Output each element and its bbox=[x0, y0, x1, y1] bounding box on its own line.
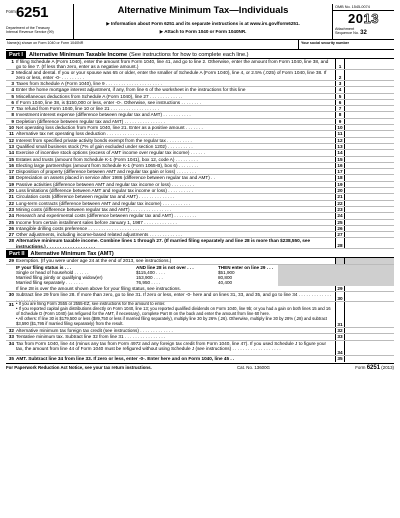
part1-subtitle: (See instructions for how to complete each line.) bbox=[129, 51, 249, 58]
line-box: 19 bbox=[335, 182, 344, 187]
exm-amount: 80,800 bbox=[218, 275, 233, 281]
line-35-amount[interactable] bbox=[344, 356, 394, 361]
attachment-label: Attachment bbox=[335, 27, 355, 31]
line-box: 34 bbox=[335, 341, 344, 356]
line-box: 22 bbox=[335, 201, 344, 206]
line-text: Medical and dental. If you or your spouse was 65 or older, enter the smaller of Schedule A (Form 1040), line 4, or 2.5% (.025) of Form 1040, line 38. If zero or less, enter -0- . . . . . . . . . bbox=[16, 70, 327, 80]
exemption-table-rows bbox=[6, 270, 394, 286]
line-number: 29 bbox=[8, 258, 14, 264]
line-number: 7 bbox=[11, 106, 14, 112]
line-number: 17 bbox=[8, 169, 14, 175]
form-number: 6251 bbox=[16, 4, 49, 21]
part1-lines bbox=[6, 59, 394, 249]
line-20-amount[interactable] bbox=[344, 188, 394, 193]
line-box: 20 bbox=[335, 188, 344, 193]
form-6251-page bbox=[6, 4, 394, 516]
line-1-row bbox=[6, 59, 394, 70]
line-number: 35 bbox=[8, 356, 14, 362]
line-text: Passive activities (difference between AMT and regular tax income or loss) . . . . . . . . . bbox=[16, 181, 195, 187]
line-31-amount[interactable] bbox=[344, 302, 394, 327]
line-box: 28 bbox=[335, 238, 344, 248]
line-text: Taxes from Schedule A (Form 1040), line 9 . . . . . . . . . . . . . . . . . . . . . . bbox=[16, 81, 162, 86]
line-box: 4 bbox=[335, 87, 344, 92]
line-31-text bbox=[16, 302, 335, 327]
line-box: 12 bbox=[335, 138, 344, 143]
line-31-bullet-1: • If you are filing Form 2555 or 2555-EZ, see instructions for the amount to enter. bbox=[16, 302, 166, 307]
exm-limit: 76,950 . . . . bbox=[136, 280, 161, 286]
attachment-sequence bbox=[333, 27, 394, 36]
line-number: 33 bbox=[8, 334, 14, 340]
line-3-amount[interactable] bbox=[344, 81, 394, 86]
exm-status: Married filing separately . . . . . . . bbox=[16, 280, 83, 286]
line-box: 13 bbox=[335, 144, 344, 149]
line-5-amount[interactable] bbox=[344, 94, 394, 99]
line-box: 8 bbox=[335, 112, 344, 117]
line-box: 32 bbox=[335, 328, 344, 333]
line-30-row bbox=[6, 292, 394, 303]
line-number: 6 bbox=[11, 99, 14, 105]
line-31-bullet-2: • If you reported capital gain distributions directly on Form 1040, line 13; you reported qualified dividends on Form 1040, line 9b; or you had a gain on both lines 15 and 16 of Schedule D (Form 1040) (as refigured for the AMT, if necessary), complete Part III on the back and enter the amount from line 60 here. bbox=[16, 306, 331, 317]
line-text: Depreciation on assets placed in service after 1986 (difference between regular tax and AMT) . . bbox=[16, 175, 215, 181]
line-text: Exemption. (If you were under age 24 at the end of 2013, see instructions.) bbox=[16, 258, 172, 264]
line-number: 14 bbox=[8, 150, 14, 156]
line-26-amount[interactable] bbox=[344, 226, 394, 231]
line-8-amount[interactable] bbox=[344, 112, 394, 117]
line-box: 2 bbox=[335, 70, 344, 80]
line-box: 33 bbox=[335, 334, 344, 339]
exm-head-status: IF your filing status is . . . bbox=[16, 264, 72, 270]
line-box: 23 bbox=[335, 207, 344, 212]
line-text: Enter the home mortgage interest adjustment, if any, from line 6 of the worksheet in the instructions for this line bbox=[16, 87, 246, 93]
line-28-amount[interactable] bbox=[344, 238, 394, 248]
line-box: 25 bbox=[335, 220, 344, 225]
line-text: Exercise of incentive stock options (excess of AMT income over regular tax income) . . . . . . bbox=[16, 150, 206, 156]
line-box: 10 bbox=[335, 125, 344, 130]
line-text: Tax from Form 1040, line 44 (minus any tax from Form 4972 and any foreign tax credit from Form 1040, line 47). If you used Schedule J to figure your tax, the amount from line 44 of Form 1040 must be refigured without using Schedule J (see instructions) . . . . . . . . . . . . . . . . . . . bbox=[16, 340, 327, 351]
line-2-amount[interactable] bbox=[344, 70, 394, 80]
omb-number: OMB No. 1545-0074 bbox=[333, 4, 394, 11]
attach-line: ▶ Attach to Form 1040 or Form 1040NR. bbox=[159, 29, 247, 34]
dept-line-1: Department of the Treasury bbox=[6, 26, 50, 30]
exm-head-enter: THEN enter on line 29 . . . bbox=[218, 264, 274, 270]
line-text: Electing large partnerships (amount from Schedule K-1 (Form 1065-B), box 6) . . . . . . . . bbox=[16, 162, 199, 168]
part2-tag: Part II bbox=[6, 250, 28, 258]
form-id-block bbox=[6, 4, 74, 39]
paperwork-notice: For Paperwork Reduction Act Notice, see your tax return instructions. bbox=[6, 364, 152, 370]
line-number: 15 bbox=[8, 156, 14, 162]
line-box: 16 bbox=[335, 163, 344, 168]
exm-limit: $115,400 . . . . bbox=[136, 269, 166, 275]
form-reference: Form 6251 (2013) bbox=[355, 364, 394, 371]
line-35-row bbox=[6, 356, 394, 361]
line-text: Alternative minimum taxable income. Combine lines 1 through 27. (If married filing separately and line 28 is more than $238,550, see instructions.) . . . . . . . . . . . . . . . . . . . bbox=[16, 238, 311, 249]
line-text: Net operating loss deduction from Form 1040, line 21. Enter as a positive amount . . . . . . . bbox=[16, 125, 203, 131]
line-1-amount[interactable] bbox=[344, 59, 394, 69]
line-34-amount[interactable] bbox=[344, 341, 394, 356]
line-6-amount[interactable] bbox=[344, 100, 394, 105]
line-12-amount[interactable] bbox=[344, 138, 394, 143]
line-9-amount[interactable] bbox=[344, 119, 394, 124]
line-text: Circulation costs (difference between regular tax and AMT) . . . . . . . . . . . . . . bbox=[16, 194, 175, 200]
form-header bbox=[6, 4, 394, 40]
line-17-amount[interactable] bbox=[344, 169, 394, 174]
line-box: 3 bbox=[335, 81, 344, 86]
line-box: 21 bbox=[335, 194, 344, 199]
line-number: 16 bbox=[8, 162, 14, 168]
name-ssn-row bbox=[6, 40, 394, 50]
line-31-bullet-3: • All others: If line 30 is $179,500 or less ($89,750 or less if married filing separately), multiply line 30 by 26% (.26). Otherwise, multiply line 30 by 28% (.28) and subtract $3,590 ($1,795 if married filing separately) from the result. bbox=[16, 316, 328, 327]
line-box: 7 bbox=[335, 106, 344, 111]
omb-block bbox=[332, 4, 394, 39]
ssn-field[interactable]: Your social security number bbox=[298, 40, 394, 49]
line-box: 11 bbox=[335, 131, 344, 136]
line-box: 35 bbox=[335, 356, 344, 361]
line-box: 26 bbox=[335, 226, 344, 231]
form-title: Alternative Minimum Tax—Individuals bbox=[117, 5, 289, 16]
line-27-amount[interactable] bbox=[344, 232, 394, 237]
line-box: 29 bbox=[335, 286, 344, 291]
line-box: 18 bbox=[335, 175, 344, 180]
exemption-note: If line 28 is over the amount shown above for your filing status, see instructions. bbox=[16, 285, 181, 291]
line-text: Intangible drilling costs preference . . . . . . . . . . . . . . . . . . . . . . bbox=[16, 225, 145, 231]
line-number: 30 bbox=[8, 291, 14, 297]
line-number: 12 bbox=[8, 137, 14, 143]
part1-tag: Part I bbox=[6, 51, 26, 59]
line-text: Qualified small business stock (7% of gain excluded under section 1202) . . . . . . . . . . bbox=[16, 143, 193, 149]
line-11-amount[interactable] bbox=[344, 131, 394, 136]
line-box: 24 bbox=[335, 213, 344, 218]
line-18-amount[interactable] bbox=[344, 175, 394, 180]
line-text: Loss limitations (difference between AMT and regular tax income or loss) . . . . . . . . . . bbox=[16, 188, 193, 194]
line-text: Mining costs (difference between regular tax and AMT) . . . . . . . . . . . . . . . . bbox=[16, 206, 172, 212]
line-16-amount[interactable] bbox=[344, 163, 394, 168]
line-30-amount[interactable] bbox=[344, 292, 394, 302]
line-box: 6 bbox=[335, 100, 344, 105]
exm-status: Single or head of household . . . . . . bbox=[16, 269, 89, 275]
line-number: 22 bbox=[8, 200, 14, 206]
line-number: 32 bbox=[8, 327, 14, 333]
line-text: If Form 1040, line 38, is $150,000 or less, enter -0-. Otherwise, see instructions . . . . . . . . bbox=[16, 99, 201, 105]
dept-line-2: Internal Revenue Service (99) bbox=[6, 30, 54, 35]
line-number: 9 bbox=[11, 118, 14, 124]
line-box: 17 bbox=[335, 169, 344, 174]
line-text: Investment interest expense (difference between regular tax and AMT) . . . . . . . . . . . bbox=[16, 112, 191, 118]
line-number: 10 bbox=[8, 125, 14, 131]
line-box: 9 bbox=[335, 119, 344, 124]
sequence-label: Sequence No. bbox=[335, 31, 360, 36]
line-box: 31 bbox=[335, 302, 344, 327]
line-box: 27 bbox=[335, 232, 344, 237]
form-label: Form bbox=[6, 9, 16, 14]
part2-title: Alternative Minimum Tax (AMT) bbox=[30, 250, 114, 257]
line-text: Tax refund from Form 1040, line 10 or line 21 . . . . . . . . . . . . . . . . . . . bbox=[16, 106, 160, 112]
line-box-shaded bbox=[335, 258, 344, 263]
line-box: 14 bbox=[335, 150, 344, 155]
form-footer bbox=[6, 363, 394, 371]
line-text: Income from certain installment sales before January 1, 1987 . . . . . . . . . . . . . bbox=[16, 219, 177, 225]
line-number: 24 bbox=[8, 213, 14, 219]
line-23-amount[interactable] bbox=[344, 207, 394, 212]
line-text: If filing Schedule A (Form 1040), enter the amount from Form 1040, line 41, and go to line 2. Otherwise, enter the amount from Form 1040, line 38, and go to line 7. (If less than zero, enter as a negative amount.) bbox=[16, 59, 329, 69]
line-32-amount[interactable] bbox=[344, 328, 394, 333]
line-number: 4 bbox=[11, 87, 14, 93]
part1-title: Alternative Minimum Taxable Income bbox=[29, 51, 128, 58]
line-13-amount[interactable] bbox=[344, 144, 394, 149]
line-21-amount[interactable] bbox=[344, 194, 394, 199]
line-29-amount[interactable] bbox=[344, 286, 394, 291]
line-28-row bbox=[6, 238, 394, 249]
line-2-row bbox=[6, 70, 394, 81]
catalog-number: Cat. No. 13600G bbox=[237, 364, 270, 370]
part2-header bbox=[6, 250, 394, 258]
line-34-row bbox=[6, 341, 394, 357]
line-text: Interest from specified private activity bonds exempt from the regular tax . . . . . . . . . . bbox=[16, 137, 192, 143]
line-33-amount[interactable] bbox=[344, 334, 394, 339]
line-number: 31 bbox=[8, 302, 14, 308]
tax-year bbox=[333, 11, 394, 27]
line-number: 23 bbox=[8, 206, 14, 212]
exm-amount: 40,400 bbox=[218, 280, 233, 286]
line-text: Research and experimental costs (difference between regular tax and AMT) . . . . . . . . . bbox=[16, 213, 197, 219]
line-4-amount[interactable] bbox=[344, 87, 394, 92]
exm-status: Married filing jointly or qualifying widow(er) bbox=[16, 275, 103, 281]
exm-limit: 153,900 . . . . bbox=[136, 275, 163, 281]
exm-head-limit: AND line 28 is not over . . . bbox=[136, 264, 194, 270]
line-number: 11 bbox=[9, 131, 14, 137]
line-number: 34 bbox=[8, 340, 14, 346]
line-box: 1 bbox=[335, 59, 344, 69]
line-text: Estates and trusts (amount from Schedule K-1 (Form 1041), box 12, code A) . . . . . . . . . bbox=[16, 156, 198, 162]
part1-header bbox=[6, 51, 394, 59]
line-text: Depletion (difference between regular tax and AMT) . . . . . . . . . . . . . . . . bbox=[16, 118, 165, 124]
line-31-row bbox=[6, 302, 394, 328]
line-number: 2 bbox=[11, 70, 14, 75]
line-number: 28 bbox=[8, 238, 14, 244]
line-text: Alternative tax net operating loss deduction . . . . . . . . . . . . . . . . . . . . bbox=[16, 131, 158, 137]
line-number: 13 bbox=[8, 143, 14, 149]
line-text: AMT. Subtract line 34 from line 33. If zero or less, enter -0-. Enter here and on Form 1040, line 45 . . bbox=[16, 356, 235, 362]
year-suffix: 13 bbox=[363, 11, 379, 26]
line-24-amount[interactable] bbox=[344, 213, 394, 218]
line-7-amount[interactable] bbox=[344, 106, 394, 111]
line-15-amount[interactable] bbox=[344, 157, 394, 162]
line-number: 19 bbox=[8, 181, 14, 187]
line-text: Miscellaneous deductions from Schedule A (Form 1040), line 27 . . . . . . . . . . . . . bbox=[16, 93, 183, 99]
line-number: 25 bbox=[8, 219, 14, 225]
line-box: 30 bbox=[335, 292, 344, 302]
line-number: 26 bbox=[8, 225, 14, 231]
line-text: Alternative minimum tax foreign tax credit (see instructions) . . . . . . . . . . . . . bbox=[16, 327, 173, 333]
line-10-amount[interactable] bbox=[344, 125, 394, 130]
line-box: 5 bbox=[335, 94, 344, 99]
form-title-block bbox=[74, 4, 332, 39]
department-text bbox=[6, 26, 74, 34]
line-number: 8 bbox=[11, 112, 14, 118]
line-25-amount[interactable] bbox=[344, 220, 394, 225]
name-field[interactable]: Name(s) shown on Form 1040 or Form 1040NR bbox=[7, 41, 84, 45]
line-text: Long-term contracts (difference between AMT and regular tax income) . . . . . . . . . . . bbox=[16, 200, 191, 206]
line-amount-shaded bbox=[344, 258, 394, 263]
line-19-amount[interactable] bbox=[344, 182, 394, 187]
line-14-amount[interactable] bbox=[344, 150, 394, 155]
line-number: 20 bbox=[8, 188, 14, 194]
line-number: 27 bbox=[8, 232, 14, 238]
year-prefix: 20 bbox=[348, 11, 364, 26]
sequence-number: 32 bbox=[360, 30, 367, 37]
line-number: 18 bbox=[8, 175, 14, 181]
line-22-amount[interactable] bbox=[344, 201, 394, 206]
line-number: 5 bbox=[11, 93, 14, 99]
info-link-line: ▶ Information about Form 6251 and its separate instructions is at www.irs.gov/form6251. bbox=[106, 21, 300, 26]
line-number: 3 bbox=[11, 81, 14, 86]
line-text: Other adjustments, including income-based related adjustments . . . . . . . . . . . . . bbox=[16, 232, 183, 238]
line-text: Subtract line 29 from line 28. If more than zero, go to line 31. If zero or less, enter -0- here and on lines 31, 33, and 35, and go to line 34 . . . . . . . . . . . . . . . . . . . . . . bbox=[16, 291, 332, 302]
line-text: Tentative minimum tax. Subtract line 32 from line 31 . . . . . . . . . . . . . . . . bbox=[16, 334, 166, 340]
line-number: 21 bbox=[8, 194, 14, 200]
exm-amount: $51,900 bbox=[218, 269, 235, 275]
line-box: 15 bbox=[335, 157, 344, 162]
line-number: 1 bbox=[11, 59, 14, 64]
line-text: Disposition of property (difference between AMT and regular tax gain or loss) . . . . . . . . bbox=[16, 169, 197, 175]
